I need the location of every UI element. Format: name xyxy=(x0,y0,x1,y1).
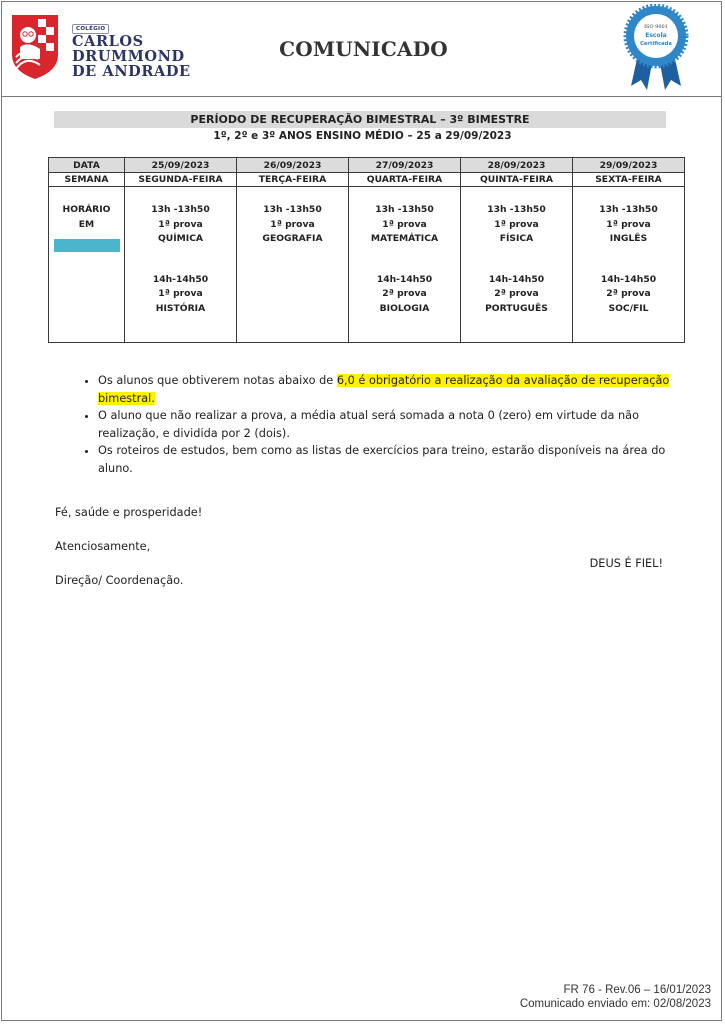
row-label-level: EM xyxy=(78,218,95,230)
day-cell xyxy=(573,187,685,343)
certification-seal-icon xyxy=(621,4,691,94)
exam-slot xyxy=(237,187,348,247)
seal-line-2: Escola xyxy=(645,32,667,39)
header xyxy=(1,1,722,97)
sent-date: Comunicado enviado em: 02/08/2023 xyxy=(519,998,711,1010)
day-cell xyxy=(461,187,573,343)
exam-slot xyxy=(573,187,684,247)
logo-badge: COLÉGIO xyxy=(72,24,109,34)
exam-order: 1ª prova xyxy=(606,218,651,230)
note-highlight: 6,0 é obrigatório a realização da avaliação de recuperação bimestral. xyxy=(98,374,670,405)
section-subtitle: 1º, 2º e 3º ANOS ENSINO MÉDIO – 25 a 29/09/2023 xyxy=(213,130,512,142)
exam-slot xyxy=(461,187,572,247)
logo-line: DRUMMOND xyxy=(72,48,185,65)
day-cell xyxy=(349,187,461,343)
form-reference: FR 76 - Rev.06 – 16/01/2023 xyxy=(563,984,711,996)
time-label-cell xyxy=(49,187,125,343)
row-label-weekday: SEMANA xyxy=(49,173,125,187)
weekday-cell: QUARTA-FEIRA xyxy=(349,173,461,187)
time-marker xyxy=(54,239,120,252)
exam-slot xyxy=(125,187,236,247)
closing-blessing: Fé, saúde e prosperidade! xyxy=(55,506,203,519)
exam-slot xyxy=(461,247,572,317)
section-title: PERÍODO DE RECUPERAÇÃO BIMESTRAL – 3º BIMESTRE xyxy=(54,111,666,128)
exam-order: 1ª prova xyxy=(158,218,203,230)
note-text: O aluno que não realizar a prova, a média atual será somada a nota 0 (zero) em virtude da não realização, e dividida por 2 (dois). xyxy=(98,409,639,440)
exam-schedule-table xyxy=(48,157,685,343)
date-cell: 28/09/2023 xyxy=(461,158,573,173)
exam-time: 13h -13h50 xyxy=(487,204,546,215)
exam-time: 14h-14h50 xyxy=(152,273,209,285)
exam-time: 14h-14h50 xyxy=(600,273,657,285)
weekday-cell: TERÇA-FEIRA xyxy=(237,173,349,187)
exam-time: 13h -13h50 xyxy=(151,204,210,215)
exam-time: 14h-14h50 xyxy=(488,273,545,285)
date-cell: 26/09/2023 xyxy=(237,158,349,173)
date-cell: 25/09/2023 xyxy=(125,158,237,173)
exam-time: 13h -13h50 xyxy=(263,204,322,215)
footer xyxy=(520,983,711,1011)
exam-subject: PORTUGUÊS xyxy=(485,302,548,314)
notes-list xyxy=(78,372,698,477)
row-label-time: HORÁRIO xyxy=(62,204,111,215)
exam-order: 2ª prova xyxy=(606,288,651,299)
seal-line-1: ISO 9001 xyxy=(644,24,668,30)
exam-slot xyxy=(573,247,684,317)
exam-subject: FÍSICA xyxy=(499,233,534,244)
date-cell: 27/09/2023 xyxy=(349,158,461,173)
exam-subject: QUÍMICA xyxy=(157,233,204,244)
page-title: COMUNICADO xyxy=(279,37,448,61)
exam-subject: SOC/FIL xyxy=(608,302,649,314)
note-item xyxy=(98,372,698,407)
note-item xyxy=(98,442,698,477)
seal-line-3: Certificada xyxy=(640,41,672,47)
note-text: Os alunos que obtiverem notas abaixo de xyxy=(98,374,337,387)
weekday-row xyxy=(49,173,685,187)
day-cell xyxy=(237,187,349,343)
exam-subject: GEOGRAFIA xyxy=(262,233,323,244)
exam-time: 13h -13h50 xyxy=(599,204,658,215)
exam-slot xyxy=(349,187,460,247)
closing-signature: Direção/ Coordenação. xyxy=(55,574,184,587)
note-text: Os roteiros de estudos, bem como as listas de exercícios para treino, estarão disponíveis na área do aluno. xyxy=(98,444,666,475)
exam-slot xyxy=(349,247,460,317)
exam-row xyxy=(49,187,685,343)
day-cell xyxy=(125,187,237,343)
weekday-cell: QUINTA-FEIRA xyxy=(461,173,573,187)
exam-slot xyxy=(125,247,236,317)
exam-subject: INGLÊS xyxy=(609,233,648,244)
exam-time: 13h -13h50 xyxy=(375,204,434,215)
exam-time: 14h-14h50 xyxy=(376,273,433,285)
closing-motto: DEUS É FIEL! xyxy=(589,557,663,570)
exam-order: 1ª prova xyxy=(382,218,427,230)
exam-order: 1ª prova xyxy=(158,288,203,299)
closing-regards: Atenciosamente, xyxy=(55,540,151,553)
exam-order: 1ª prova xyxy=(494,218,539,230)
weekday-cell: SEXTA-FEIRA xyxy=(573,173,685,187)
exam-order: 1ª prova xyxy=(270,218,315,230)
note-item xyxy=(98,407,698,442)
logo-line: CARLOS xyxy=(72,33,144,50)
exam-subject: BIOLOGIA xyxy=(379,302,430,314)
row-label-date: DATA xyxy=(49,158,125,173)
exam-order: 2ª prova xyxy=(382,288,427,299)
exam-order: 2ª prova xyxy=(494,288,539,299)
logo-line: DE ANDRADE xyxy=(72,63,191,80)
exam-subject: MATEMÁTICA xyxy=(370,233,439,244)
date-row xyxy=(49,158,685,173)
weekday-cell: SEGUNDA-FEIRA xyxy=(125,173,237,187)
exam-subject: HISTÓRIA xyxy=(155,302,206,314)
date-cell: 29/09/2023 xyxy=(573,158,685,173)
